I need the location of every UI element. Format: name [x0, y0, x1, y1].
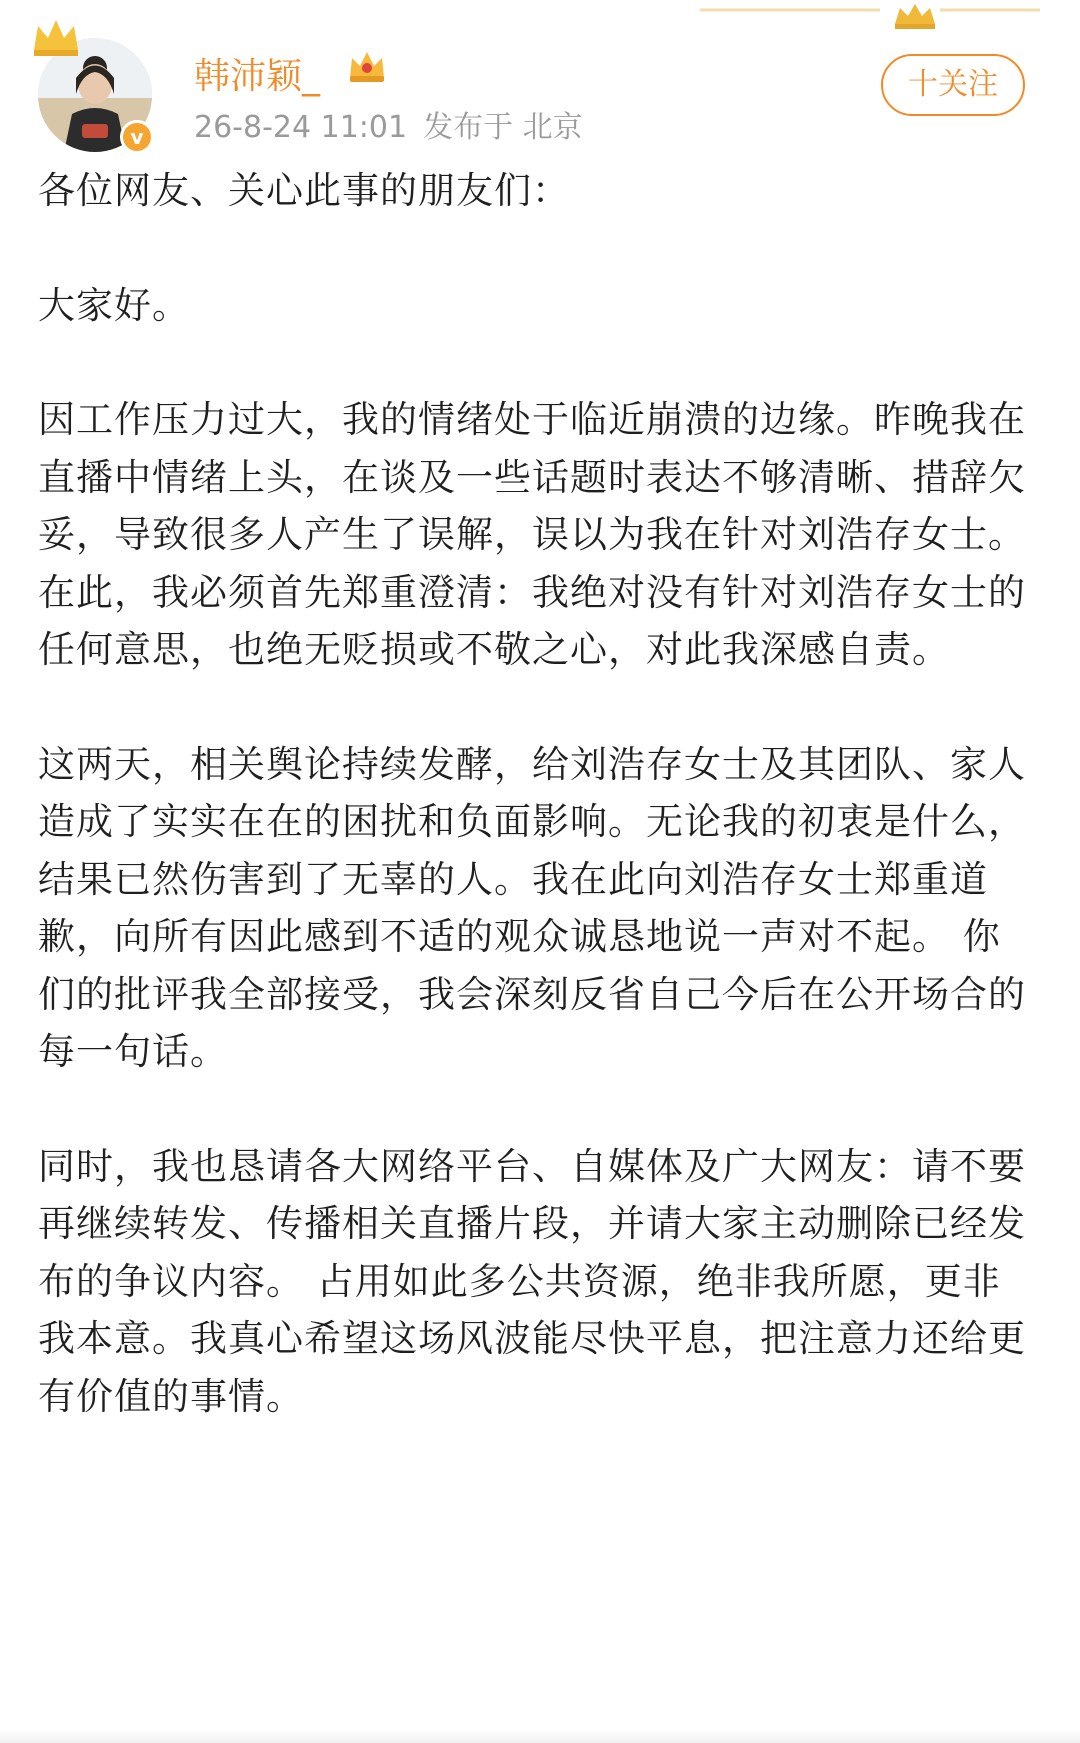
post-paragraph: 这两天，相关舆论持续发酵，给刘浩存女士及其团队、家人造成了实实在在的困扰和负面影响。无论我的初衷是什么，结果已然伤害到了无辜的人。我在此向刘浩存女士郑重道歉，向所有因此感到不适的观众诚恳地说一声对不起。 你们的批评我全部接受，我会深刻反省自己今后在公开场合的每一句话。: [38, 742, 1026, 1073]
post-paragraph: 大家好。: [38, 283, 190, 327]
crown-icon: [346, 48, 388, 86]
post-timestamp: 26-8-24 11:01: [194, 110, 408, 145]
post-meta: [194, 102, 583, 146]
crown-icon: [895, 4, 935, 29]
post-location: 发布于 北京: [423, 110, 583, 145]
post-paragraph: 各位网友、关心此事的朋友们：: [38, 169, 570, 212]
post-paragraph: 同时，我也恳请各大网络平台、自媒体及广大网友：请不要再继续转发、传播相关直播片段，并请大家主动删除已经发布的争议内容。 占用如此多公共资源，绝非我所愿，更非我本意。我真心希望这场风波能尽快平息，把注意力还给更有价值的事情。: [38, 1144, 1026, 1418]
decorative-banner: [0, 0, 1080, 40]
bottom-edge: [0, 1729, 1080, 1743]
post-header: [38, 38, 1042, 158]
post-content: [38, 162, 1038, 1425]
verified-badge-icon: v: [120, 120, 154, 154]
avatar-crown-icon: [28, 16, 84, 60]
username[interactable]: 韩沛颖_: [194, 56, 321, 97]
post-paragraph: 因工作压力过大，我的情绪处于临近崩溃的边缘。昨晚我在直播中情绪上头，在谈及一些话题时表达不够清晰、措辞欠妥，导致很多人产生了误解，误以为我在针对刘浩存女士。在此，我必须首先郑重澄清：我绝对没有针对刘浩存女士的任何意思，也绝无贬损或不敬之心，对此我深感自责。: [38, 398, 1026, 671]
follow-button[interactable]: 十关注: [881, 54, 1025, 116]
